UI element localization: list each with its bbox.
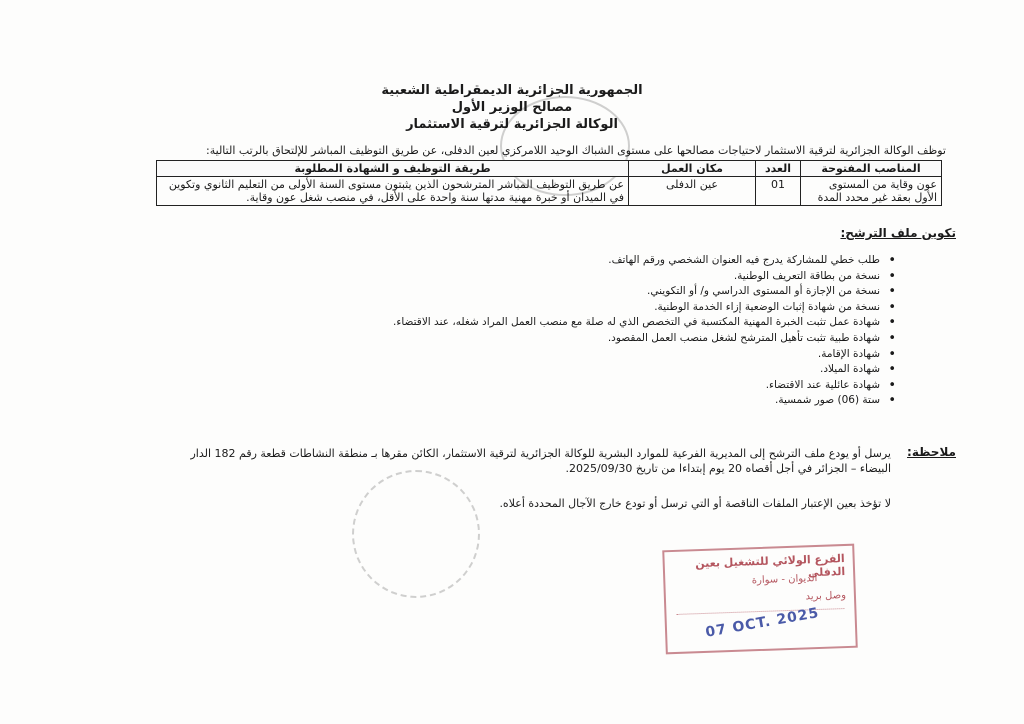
list-item: • شهادة عائلية عند الاقتضاء. bbox=[180, 378, 880, 394]
list-item: • نسخة من بطاقة التعريف الوطنية. bbox=[180, 269, 880, 285]
list-item: • ستة (06) صور شمسية. bbox=[180, 393, 880, 409]
header-post: المناصب المفتوحة bbox=[801, 161, 942, 177]
list-item: • طلب خطي للمشاركة يدرج فيه العنوان الشخصي ورقم الهاتف. bbox=[180, 253, 880, 269]
table-header-row bbox=[157, 161, 942, 177]
faded-seal-bottom bbox=[352, 470, 480, 598]
positions-table bbox=[156, 160, 942, 206]
list-item: • شهادة الميلاد. bbox=[180, 362, 880, 378]
closing-remark: لا تؤخذ بعين الإعتبار الملفات الناقصة أو التي ترسل أو تودع خارج الآجال المحددة أعلاه. bbox=[499, 497, 891, 510]
requirements-list bbox=[180, 253, 896, 409]
header-line-2: مصالح الوزير الأول bbox=[451, 100, 573, 115]
stamp-line-2: الديوان - سوارة bbox=[751, 572, 818, 587]
stamp-date: 07 OCT. 2025 bbox=[704, 605, 821, 641]
header-method: طريقة التوظيف و الشهادة المطلوبة bbox=[157, 161, 629, 177]
header-place: مكان العمل bbox=[629, 161, 756, 177]
list-item: • نسخة من شهادة إثبات الوضعية إزاء الخدمة الوطنية. bbox=[180, 300, 880, 316]
table-row bbox=[157, 177, 942, 206]
list-item: • شهادة طبية تثبت تأهيل المترشح لشغل منصب العمل المقصود. bbox=[180, 331, 880, 347]
header-line-3: الوكالة الجزائرية لترقية الاستثمار bbox=[406, 117, 618, 132]
stamp-line-3: وصل بريد bbox=[805, 590, 847, 603]
note-label: ملاحظة: bbox=[907, 445, 956, 459]
header-count: العدد bbox=[756, 161, 801, 177]
intro-paragraph: توظف الوكالة الجزائرية لترقية الاستثمار لاحتياجات مصالحها على مستوى الشباك الوحيد اللامركزي لعين الدفلى، عن طريق التوظيف المباشر للإلتحاق بالرتب التالية: bbox=[206, 144, 946, 157]
file-section-title: تكوين ملف الترشح: bbox=[840, 226, 956, 240]
cell-count: 01 bbox=[756, 177, 801, 206]
list-item: • شهادة الإقامة. bbox=[180, 347, 880, 363]
cell-method: عن طريق التوظيف المباشر المترشحون الذين يثبتون مستوى السنة الأولى من التعليم الثانوي وتكوين في الميدان أو خبرة مهنية مدتها سنة واحدة على الأقل، في منصب شغل عون وقاية. bbox=[157, 177, 629, 206]
stamp-line-1: الفرع الولائي للتشغيل بعين الدفلى bbox=[695, 552, 846, 580]
document-header bbox=[0, 82, 1024, 133]
reception-stamp bbox=[662, 544, 858, 655]
list-item: • نسخة من الإجازة أو المستوى الدراسي و/ أو التكويني. bbox=[180, 284, 880, 300]
note-text: يرسل أو يودع ملف الترشح إلى المديرية الفرعية للموارد البشرية للوكالة الجزائرية لترقية الاستثمار، الكائن مقرها بـ منطقة النشاطات قطعة رقم 182 الدار البيضاء – الجزائر في أجل أقصاه 20 يوم إبتداءا من تاريخ 2025/09/30. bbox=[190, 447, 891, 475]
list-item: • شهادة عمل تثبت الخبرة المهنية المكتسبة في التخصص الذي له صلة مع منصب العمل المراد شغله، عند الاقتضاء. bbox=[180, 315, 880, 331]
header-line-1: الجمهورية الجزائرية الديمقراطية الشعبية bbox=[381, 83, 643, 98]
cell-post: عون وقاية من المستوى الأول بعقد غير محدد المدة bbox=[801, 177, 942, 206]
cell-place: عين الدفلى bbox=[629, 177, 756, 206]
